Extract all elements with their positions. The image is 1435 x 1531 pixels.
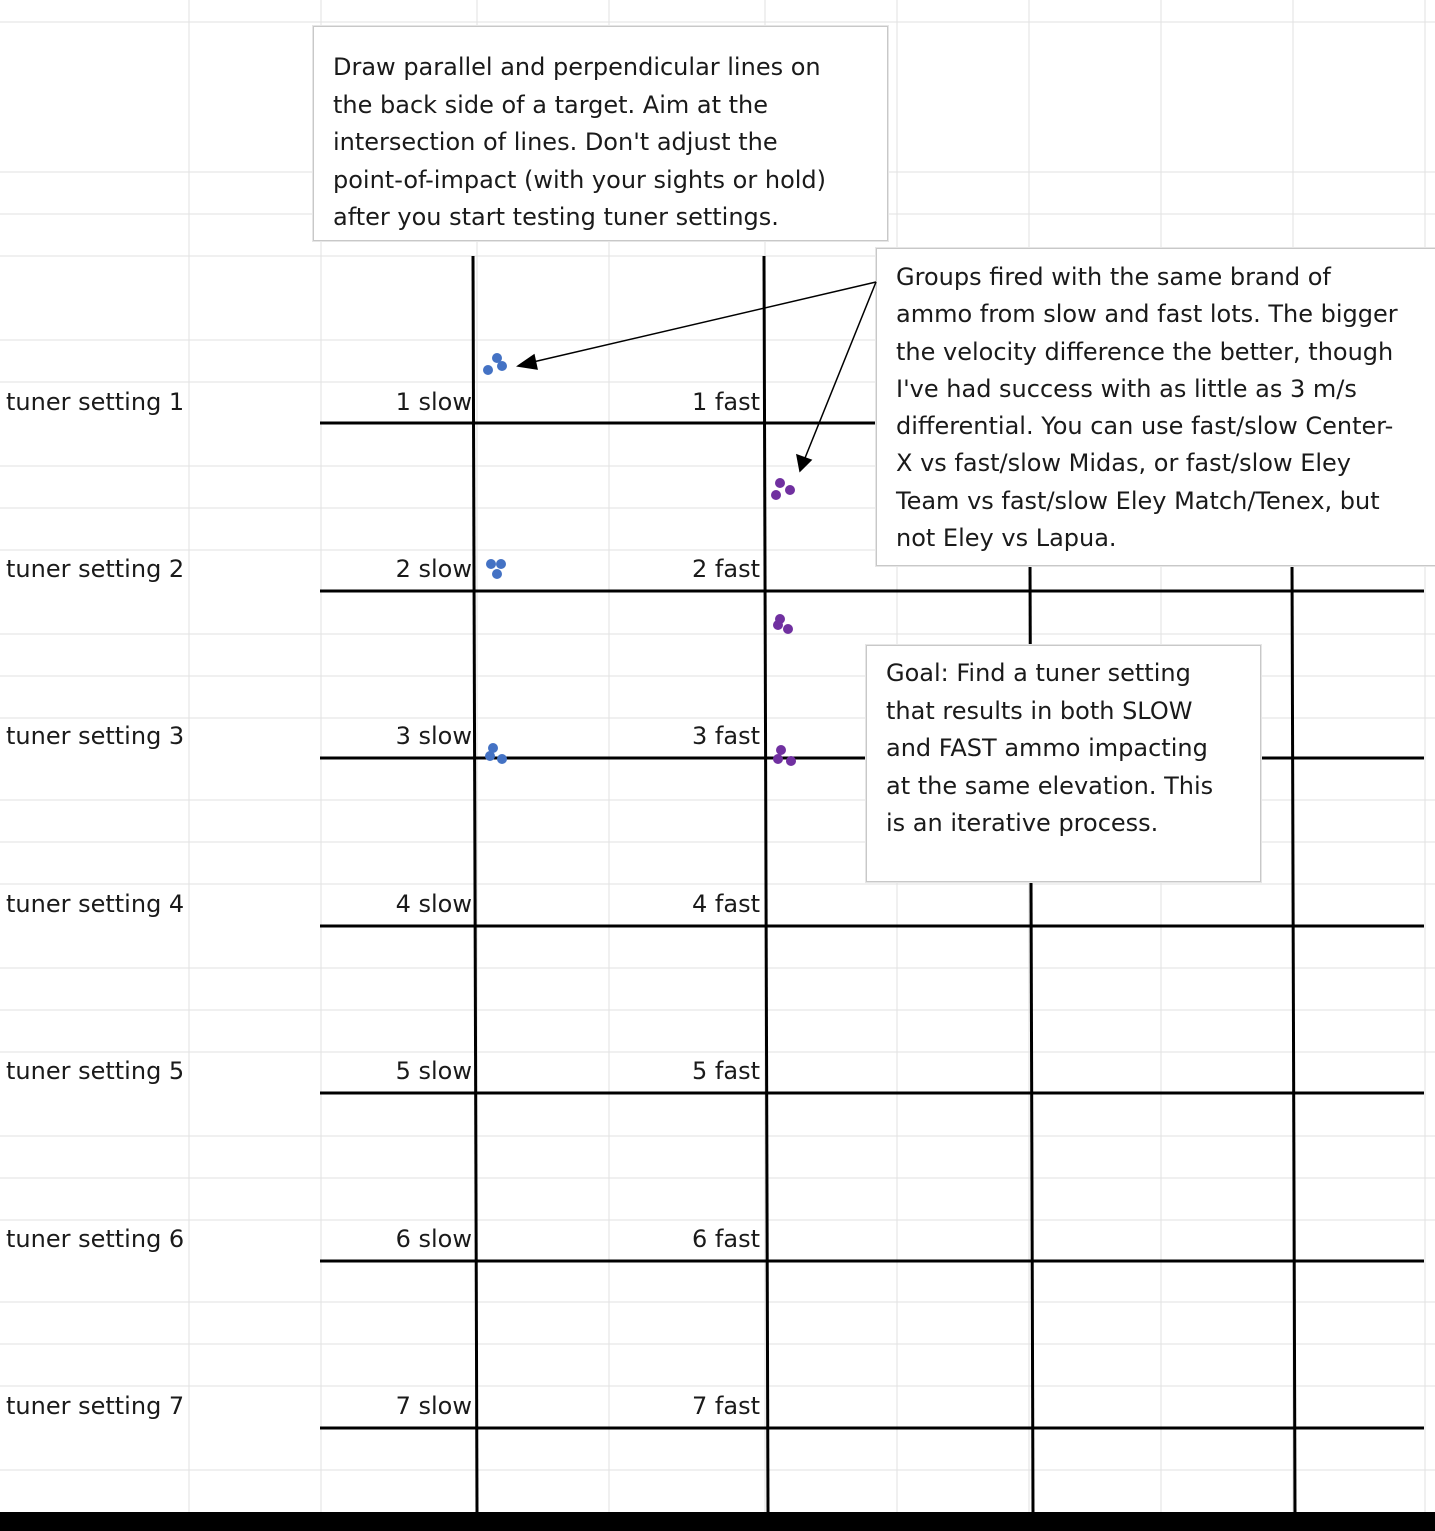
cell-slow-7[interactable]: 7 slow (395, 1392, 472, 1420)
cell-fast-4[interactable]: 4 fast (692, 890, 760, 918)
slow-shot-group-1 (483, 353, 507, 375)
shot-hole (492, 569, 502, 579)
text-line: not Eley vs Lapua. (896, 524, 1117, 553)
text-line: intersection of lines. Don't adjust the (333, 128, 778, 156)
shot-hole (773, 620, 783, 630)
text-line: is an iterative process. (886, 809, 1159, 838)
shot-hole (485, 751, 495, 761)
groups-explanation-text-box[interactable] (876, 248, 1435, 566)
row-label-tuner-setting-3[interactable]: tuner setting 3 (6, 722, 185, 750)
text-line: after you start testing tuner settings. (333, 203, 779, 231)
shot-hole (775, 478, 785, 488)
shot-hole (497, 754, 507, 764)
cell-slow-3[interactable]: 3 slow (395, 722, 472, 750)
cell-slow-5[interactable]: 5 slow (395, 1057, 472, 1085)
shot-hole (496, 559, 506, 569)
text-line: that results in both SLOW (886, 696, 1193, 725)
row-label-tuner-setting-1[interactable]: tuner setting 1 (6, 388, 185, 416)
row-label-tuner-setting-7[interactable]: tuner setting 7 (6, 1392, 185, 1420)
shot-hole (483, 365, 493, 375)
cell-slow-2[interactable]: 2 slow (395, 555, 472, 583)
fast-shot-group-3 (773, 745, 796, 766)
target-vertical-line (1292, 560, 1295, 1512)
shot-hole (785, 485, 795, 495)
text-line: the velocity difference the better, though (896, 337, 1394, 366)
text-line: I've had success with as little as 3 m/s (896, 374, 1357, 403)
row-label-tuner-setting-5[interactable]: tuner setting 5 (6, 1057, 185, 1085)
cell-fast-1[interactable]: 1 fast (692, 388, 760, 416)
row-label-tuner-setting-2[interactable]: tuner setting 2 (6, 555, 185, 583)
shot-hole (497, 361, 507, 371)
cell-fast-2[interactable]: 2 fast (692, 555, 760, 583)
instructions-text-box[interactable] (313, 26, 888, 241)
slow-shot-group-3 (485, 743, 507, 764)
slow-shot-group-2 (486, 559, 506, 579)
shot-hole (771, 490, 781, 500)
bottom-edge-bar (0, 1512, 1435, 1531)
row-label-tuner-setting-4[interactable]: tuner setting 4 (6, 890, 185, 918)
text-line: Draw parallel and perpendicular lines on (333, 53, 821, 81)
cell-slow-1[interactable]: 1 slow (395, 388, 472, 416)
text-line: Groups fired with the same brand of (896, 263, 1331, 291)
text-line: and FAST ammo impacting (886, 734, 1208, 763)
cell-slow-6[interactable]: 6 slow (395, 1225, 472, 1253)
text-line: X vs fast/slow Midas, or fast/slow Eley (896, 449, 1352, 478)
text-line: differential. You can use fast/slow Center- (896, 412, 1394, 441)
cell-fast-5[interactable]: 5 fast (692, 1057, 760, 1085)
cell-fast-3[interactable]: 3 fast (692, 722, 760, 750)
cell-fast-6[interactable]: 6 fast (692, 1225, 760, 1253)
text-line: ammo from slow and fast lots. The bigger (896, 300, 1398, 329)
text-line: the back side of a target. Aim at the (333, 90, 769, 119)
goal-text-box[interactable] (866, 645, 1261, 882)
shot-hole (776, 745, 786, 755)
cell-fast-7[interactable]: 7 fast (692, 1392, 760, 1420)
text-line: Team vs fast/slow Eley Match/Tenex, but (896, 486, 1380, 515)
text-line: point-of-impact (with your sights or hold) (333, 165, 827, 194)
shot-hole (783, 624, 793, 634)
row-label-tuner-setting-6[interactable]: tuner setting 6 (6, 1225, 185, 1253)
text-line: Goal: Find a tuner setting (886, 659, 1191, 687)
fast-shot-group-1 (771, 478, 795, 500)
shot-hole (773, 754, 783, 764)
shot-hole (486, 559, 496, 569)
cell-slow-4[interactable]: 4 slow (395, 890, 472, 918)
text-line: at the same elevation. This (886, 771, 1214, 800)
fast-shot-group-2 (773, 614, 793, 634)
target-vertical-line (473, 256, 477, 1512)
shot-hole (786, 756, 796, 766)
